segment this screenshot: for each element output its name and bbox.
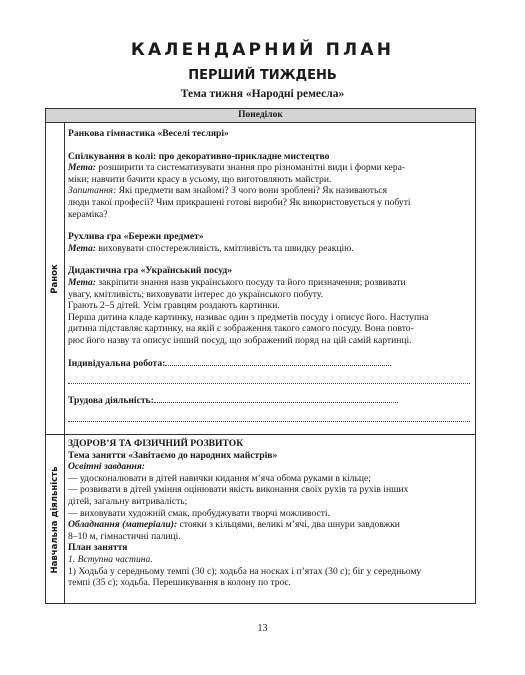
morning-label-cell (46, 123, 64, 434)
row-divider (46, 434, 475, 435)
individual-work-line: Індивідуальна робота: (68, 358, 470, 370)
learning-task: — розвивати в дітей уміння оцінювати якість виконання своїх рухів та рухів інших (68, 484, 409, 496)
learning-task: — виховувати художній смак, пробуджувати творчі можливості. (68, 507, 330, 519)
column-divider (64, 123, 65, 603)
didactic-goal-line: увагу, кмітливість; виховувати інтерес до українського побуту. (68, 288, 324, 300)
plan-step-line: темпі (35 с); ходьба. Перешикування в колону по троє. (68, 577, 291, 589)
plan-part-title: 1. Вступна частина. (68, 553, 153, 565)
learning-label-cell (46, 435, 64, 604)
plan-title: План заняття (68, 542, 128, 554)
morning-label: Ранок (50, 263, 60, 294)
active-game-goal: Мета: виховувати спостережливість, кмітливість та швидку реакцію. (68, 242, 354, 254)
morning-content (68, 128, 470, 422)
circle-goal-line: міки; навчити бачити красу в усьому, що виготовляють майстри. (68, 173, 332, 185)
learning-content (68, 438, 470, 589)
plan-step-line: 1) Ходьба у середньому темпі (30 с); ходьба на носках і п’ятах (30 с); біг у середньому (68, 565, 422, 577)
didactic-text-line: рює його назву та описує інший посуд, що зображений поряд на цій самій картинці. (68, 334, 412, 346)
learning-section: ЗДОРОВ’Я ТА ФІЗИЧНИЙ РОЗВИТОК (68, 438, 244, 449)
day-header: Понеділок (46, 109, 475, 123)
circle-goal-line: Мета: розширити та систематизувати знання про різноманітні види і форми кера- (68, 162, 406, 174)
page-number: 13 (257, 623, 268, 634)
learning-task: — удосконалювати в дітей навички кидання м’яча обома руками в кільце; (68, 472, 371, 484)
equipment-line: 8–10 м, гімнастичні палиці. (68, 530, 181, 542)
week-title: ПЕРШИЙ ТИЖДЕНЬ (188, 68, 337, 83)
learning-tasks-label: Освітні завдання: (68, 461, 145, 473)
gymnastics-title: Ранкова гімнастика «Веселі теслярі» (68, 128, 229, 139)
circle-title: Спілкування в колі: про декоративно-прикладне мистецтво (68, 150, 330, 162)
week-theme: Тема тижня «Народні ремесла» (180, 88, 345, 100)
didactic-text-line: дитина підставляє картинку, на якій є зображення такого самого посуду. Вона повто- (68, 323, 414, 335)
didactic-goal-line: Мета: закріпити знання назв українського посуду та його призначення; розвивати (68, 276, 406, 288)
active-game-title: Рухлива гра «Бережи предмет» (68, 231, 204, 243)
learning-label: Навчальна діяльність (50, 466, 60, 573)
schedule-table (45, 108, 476, 604)
didactic-game-title: Дидактична гра «Український посуд» (68, 265, 233, 277)
page-title: КАЛЕНДАРНИЙ ПЛАН (130, 40, 395, 60)
circle-questions-line: люди такої професії? Чим прикрашені готові вироби? Як використовується у побуті (68, 196, 411, 208)
labor-line: Трудова діяльність: (68, 395, 470, 407)
learning-topic: Тема заняття «Завітаємо до народних майстрів» (68, 449, 278, 461)
labor-dotline (68, 407, 470, 422)
learning-task: дітей, загальну витривалість; (68, 495, 188, 507)
individual-work-dotline (68, 369, 470, 384)
circle-questions-line: Запитання: Які предмети вам знайомі? З чого вони зроблені? Як називаються (68, 185, 388, 197)
equipment-line: Обладнання (матеріали): стояки з кільцями, великі м’ячі, два шнури завдовжки (68, 519, 400, 531)
didactic-text-line: Грають 2–5 дітей. Усім гравцям роздають картинки. (68, 300, 280, 312)
circle-questions-line: кераміка? (68, 208, 108, 220)
didactic-text-line: Перша дитина кладе картинку, називає один з предметів посуду і описує його. Наступна (68, 311, 429, 323)
